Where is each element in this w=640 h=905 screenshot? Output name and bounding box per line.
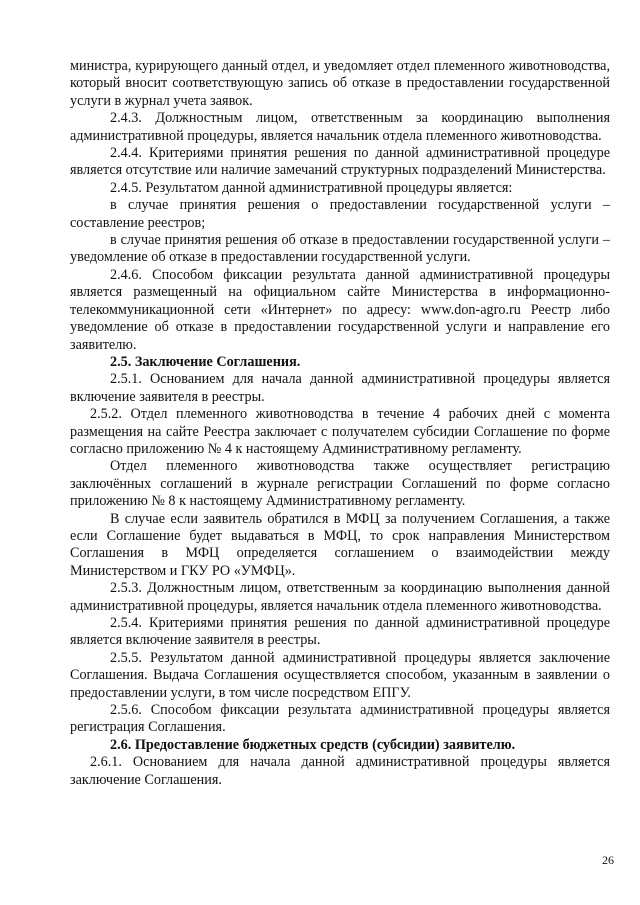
page-number: 26 (602, 853, 614, 867)
paragraph-result-approval: в случае принятия решения о предоставлении государственной услуги – составление реестров; (70, 197, 610, 231)
paragraph-2-6-1: 2.6.1. Основанием для начала данной административной процедуры является заключение Соглашения. (70, 754, 610, 788)
paragraph-2-5-1: 2.5.1. Основанием для начала данной административной процедуры является включение заявителя в реестры. (70, 371, 610, 405)
paragraph-2-5-2: 2.5.2. Отдел племенного животноводства в течение 4 рабочих дней с момента размещения на сайте Реестра заключает с получателем субсидии Соглашение по форме согласно приложению № 4 к настоящему Административному регламенту. (70, 406, 610, 457)
paragraph-result-refusal: в случае принятия решения об отказе в предоставлении государственной услуги – уведомление об отказе в предоставлении государственной услуги. (70, 232, 610, 266)
paragraph-2-4-3: 2.4.3. Должностным лицом, ответственным за координацию выполнения административной процедуры, является начальник отдела племенного животноводства. (70, 110, 610, 144)
paragraph-2-5-4: 2.5.4. Критериями принятия решения по данной административной процедуре является включение заявителя в реестры. (70, 615, 610, 649)
paragraph-registration-journal: Отдел племенного животноводства также осуществляет регистрацию заключённых соглашений в журнале регистрации Соглашений по форме согласно приложению № 8 к настоящему Административному регламенту. (70, 458, 610, 510)
paragraph-2-4-6: 2.4.6. Способом фиксации результата данной административной процедуры является размещенный на официальном сайте Министерства в информационно-телекоммуникационной сети «Интернет» по адресу: www.don-agro.ru Реестр либо уведомление об отказе в предоставлении государственной услуги и направление его заявителю. (70, 266, 610, 353)
paragraph-2-5-5: 2.5.5. Результатом данной административной процедуры является заключение Соглашения. Выдача Соглашения осуществляется способом, указанным в заявлении о предоставлении услуги, в том числе посредством ЕПГУ. (70, 649, 610, 701)
paragraph-2-5-6: 2.5.6. Способом фиксации результата административной процедуры является регистрация Соглашения. (70, 702, 610, 736)
section-heading-2-6: 2.6. Предоставление бюджетных средств (субсидии) заявителю. (110, 736, 516, 753)
document-page (70, 58, 610, 789)
paragraph-2-5-3: 2.5.3. Должностным лицом, ответственным за координацию выполнения данной административной процедуры, является начальник отдела племенного животноводства. (70, 580, 610, 614)
paragraph-refusal-continuation: министра, курирующего данный отдел, и уведомляет отдел племенного животноводства, который вносит соответствующую запись об отказе в предоставлении государственной услуги в журнал учета заявок. (70, 58, 610, 109)
section-heading-2-5: 2.5. Заключение Соглашения. (110, 353, 301, 370)
paragraph-mfc-case: В случае если заявитель обратился в МФЦ за получением Соглашения, а также если Соглашение будет выдаваться в МФЦ, то срок направления Министерством Соглашения в МФЦ определяется соглашением о взаимодействии между Министерством и ГКУ РО «УМФЦ». (70, 510, 610, 579)
paragraph-2-4-4: 2.4.4. Критериями принятия решения по данной административной процедуре является отсутствие или наличие замечаний структурных подразделений Министерства. (70, 145, 610, 179)
paragraph-2-4-5: 2.4.5. Результатом данной административной процедуры является: (110, 179, 513, 196)
